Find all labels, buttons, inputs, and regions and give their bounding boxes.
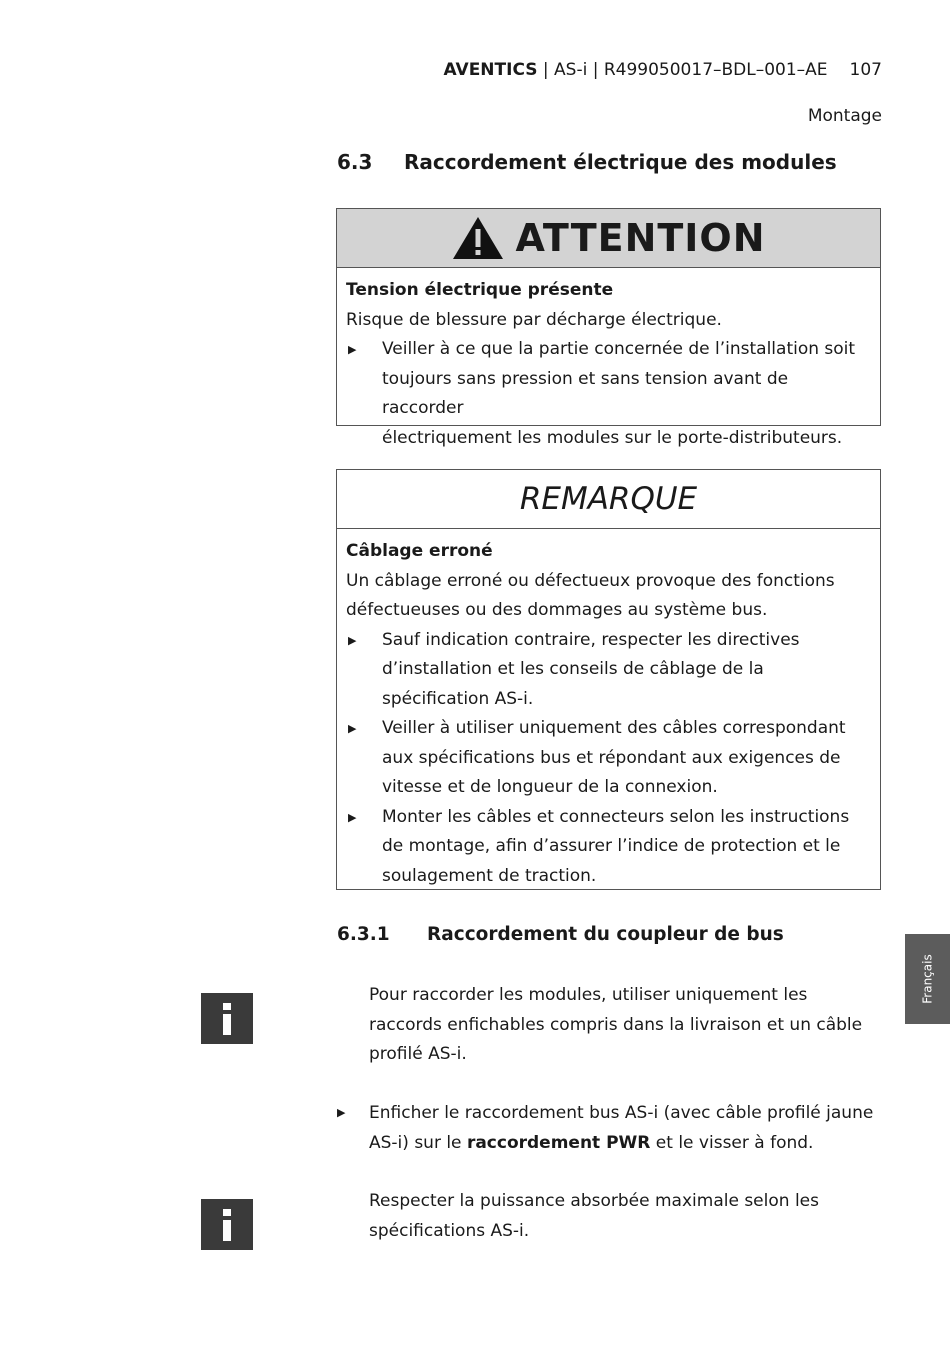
step-line: AS-i) sur le: [369, 1132, 467, 1153]
document-reference: | AS-i | R499050017–BDL–001–AE: [537, 60, 828, 80]
subsection-title: Raccordement du coupleur de bus: [427, 924, 784, 945]
section-name: Montage: [807, 106, 882, 126]
info-icon: [201, 993, 253, 1044]
remarque-subject: Câblage erroné: [346, 541, 493, 561]
attention-header: [337, 209, 880, 268]
warning-triangle-icon: [451, 215, 505, 261]
step-line: et le visser à fond.: [650, 1132, 814, 1153]
page-number: 107: [849, 60, 882, 80]
list-item-line: soulagement de traction.: [382, 865, 597, 886]
triangle-bullet-icon: ▶: [348, 343, 357, 356]
attention-body: [337, 268, 880, 457]
note-line: spécifications AS-i.: [369, 1220, 530, 1241]
remarque-header: [337, 470, 880, 529]
list-item-line: Monter les câbles et connecteurs selon les instructions: [382, 806, 850, 827]
list-item: [346, 626, 870, 715]
section-number: 6.3: [337, 150, 373, 174]
brand-name: AVENTICS: [443, 60, 538, 80]
section-heading-6-3-1: [337, 924, 784, 945]
note-line: profilé AS-i.: [369, 1044, 467, 1064]
running-header: [444, 60, 882, 80]
info-note-2: [369, 1187, 889, 1246]
remarque-box: [336, 469, 881, 890]
list-item-line: électriquement les modules sur le porte-distributeurs.: [382, 427, 843, 448]
list-item-line: Sauf indication contraire, respecter les directives: [382, 629, 800, 650]
instruction-step: [337, 1098, 897, 1158]
list-item-line: Veiller à ce que la partie concernée de l’installation soit: [382, 339, 856, 359]
list-item: [346, 714, 870, 803]
list-item-line: toujours sans pression et sans tension avant de raccorder: [382, 368, 789, 418]
attention-subject: Tension électrique présente: [346, 280, 614, 300]
triangle-bullet-icon: ▶: [348, 722, 357, 735]
list-item-line: d’installation et les conseils de câblage de la: [382, 659, 764, 679]
list-item: [346, 803, 870, 892]
section-heading-6-3: [337, 150, 837, 174]
remarque-body: [337, 529, 880, 895]
attention-label: ATTENTION: [515, 216, 766, 260]
step-emphasis: raccordement PWR: [466, 1132, 651, 1153]
subsection-number: 6.3.1: [337, 924, 390, 945]
list-item: [346, 335, 870, 453]
note-line: raccords enfichables compris dans la livraison et un câble: [369, 1014, 863, 1035]
list-item-line: aux spécifications bus et répondant aux exigences de: [382, 747, 841, 768]
step-line: Enficher le raccordement bus AS-i (avec câble profilé jaune: [369, 1103, 874, 1123]
section-title: Raccordement électrique des modules: [404, 150, 837, 174]
remarque-text-line: Un câblage erroné ou défectueux provoque des fonctions: [346, 570, 835, 591]
list-item-line: vitesse et de longueur de la connexion.: [382, 777, 718, 797]
remarque-text-line: défectueuses ou des dommages au système bus.: [346, 600, 768, 620]
list-item-line: de montage, afin d’assurer l’indice de protection et le: [382, 836, 841, 856]
triangle-bullet-icon: ▶: [348, 810, 357, 824]
info-icon: [201, 1199, 253, 1250]
note-line: Respecter la puissance absorbée maximale selon les: [369, 1191, 819, 1211]
language-tab-label: Français: [920, 954, 935, 1004]
remarque-label: REMARQUE: [519, 481, 698, 517]
triangle-bullet-icon: ▶: [337, 1106, 346, 1119]
note-line: Pour raccorder les modules, utiliser uniquement les: [369, 985, 808, 1005]
list-item-line: Veiller à utiliser uniquement des câbles correspondant: [382, 718, 846, 738]
attention-text: Risque de blessure par décharge électrique.: [346, 309, 722, 330]
info-note-1: [369, 981, 889, 1070]
list-item-line: spécification AS-i.: [382, 688, 534, 709]
language-tab[interactable]: [905, 934, 950, 1024]
triangle-bullet-icon: ▶: [348, 633, 357, 647]
attention-box: [336, 208, 881, 448]
